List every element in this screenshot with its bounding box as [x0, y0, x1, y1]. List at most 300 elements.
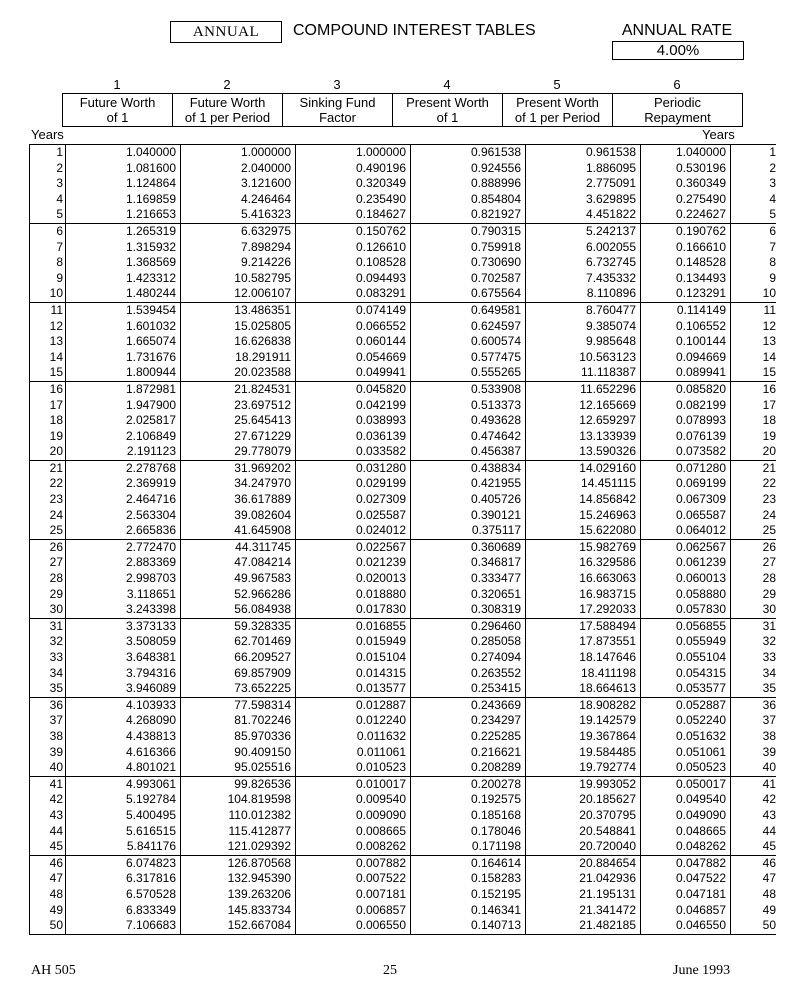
table-row [30, 555, 777, 571]
future-worth-cell: 3.508059 [66, 634, 181, 650]
table-row [30, 571, 777, 587]
future-worth-per-period-cell: 5.416323 [181, 207, 296, 223]
future-worth-per-period-cell: 1.000000 [181, 145, 296, 161]
year-cell-right: 27 [762, 555, 776, 570]
table-row [30, 255, 777, 271]
sinking-fund-cell: 0.066552 [296, 319, 411, 335]
table-row [30, 476, 777, 492]
table-row [30, 855, 777, 871]
future-worth-per-period-cell: 52.966286 [181, 587, 296, 603]
table-row [30, 286, 777, 302]
future-worth-per-period-cell: 2.040000 [181, 161, 296, 177]
year-cell-right: 42 [762, 792, 776, 807]
present-worth-per-period-cell: 19.142579 [526, 713, 641, 729]
year-cell: 15 [30, 365, 66, 381]
column-number-3: 3 [333, 77, 341, 92]
rate-value: 4.00% [612, 41, 744, 60]
sinking-fund-cell: 0.006857 [296, 903, 411, 919]
future-worth-per-period-cell: 10.582795 [181, 271, 296, 287]
year-cell-right: 26 [731, 539, 777, 555]
sinking-fund-cell: 0.017830 [296, 602, 411, 618]
table-row [30, 523, 777, 539]
sinking-fund-cell: 0.184627 [296, 207, 411, 223]
periodic-repayment-cell: 0.051632 [641, 729, 731, 745]
present-worth-per-period-cell: 12.659297 [526, 413, 641, 429]
year-cell: 31 [30, 618, 66, 634]
page-title: COMPOUND INTEREST TABLES [293, 22, 536, 39]
present-worth-cell: 0.333477 [411, 571, 526, 587]
year-cell-right: 3 [769, 176, 776, 191]
column-header-line2: of 1 [436, 110, 459, 125]
year-cell-right: 28 [762, 571, 776, 586]
sinking-fund-cell: 0.024012 [296, 523, 411, 539]
periodic-repayment-cell: 0.050523 [641, 760, 731, 776]
present-worth-per-period-cell: 18.411198 [526, 666, 641, 682]
year-cell: 42 [30, 792, 66, 808]
year-cell: 14 [30, 350, 66, 366]
sinking-fund-cell: 0.014315 [296, 666, 411, 682]
table-row [30, 618, 777, 634]
present-worth-per-period-cell: 7.435332 [526, 271, 641, 287]
periodic-repayment-cell: 0.055104 [641, 650, 731, 666]
future-worth-per-period-cell: 12.006107 [181, 286, 296, 302]
present-worth-cell: 0.600574 [411, 334, 526, 350]
interest-table [29, 144, 776, 935]
column-number-6: 6 [673, 77, 681, 92]
present-worth-per-period-cell: 20.548841 [526, 824, 641, 840]
future-worth-per-period-cell: 110.012382 [181, 808, 296, 824]
present-worth-cell: 0.296460 [411, 618, 526, 634]
sinking-fund-cell: 0.045820 [296, 381, 411, 397]
present-worth-cell: 0.421955 [411, 476, 526, 492]
periodic-repayment-cell: 0.053577 [641, 681, 731, 697]
periodic-repayment-cell: 0.123291 [641, 286, 731, 302]
present-worth-cell: 0.308319 [411, 602, 526, 618]
year-cell-right: 23 [762, 492, 776, 507]
periodic-repayment-cell: 0.050017 [641, 776, 731, 792]
future-worth-cell: 3.794316 [66, 666, 181, 682]
year-cell-right: 45 [762, 839, 776, 854]
year-cell-right: 2 [769, 160, 776, 175]
periodic-repayment-cell: 0.071280 [641, 460, 731, 476]
periodic-repayment-cell: 0.360349 [641, 176, 731, 192]
table-row [30, 808, 777, 824]
column-header-line1: Future Worth [79, 95, 156, 110]
year-cell: 37 [30, 713, 66, 729]
present-worth-cell: 0.456387 [411, 444, 526, 460]
year-cell-right: 16 [731, 381, 777, 397]
future-worth-cell: 1.872981 [66, 381, 181, 397]
future-worth-per-period-cell: 77.598314 [181, 697, 296, 713]
future-worth-per-period-cell: 95.025516 [181, 760, 296, 776]
present-worth-cell: 0.405726 [411, 492, 526, 508]
present-worth-per-period-cell: 17.588494 [526, 618, 641, 634]
future-worth-cell: 3.946089 [66, 681, 181, 697]
future-worth-cell: 1.731676 [66, 350, 181, 366]
future-worth-cell: 1.800944 [66, 365, 181, 381]
present-worth-per-period-cell: 5.242137 [526, 223, 641, 239]
future-worth-cell: 2.464716 [66, 492, 181, 508]
table-row [30, 587, 777, 603]
future-worth-per-period-cell: 69.857909 [181, 666, 296, 682]
future-worth-per-period-cell: 47.084214 [181, 555, 296, 571]
present-worth-per-period-cell: 17.292033 [526, 602, 641, 618]
year-cell-right: 5 [769, 207, 776, 222]
sinking-fund-cell: 0.038993 [296, 413, 411, 429]
present-worth-cell: 0.171198 [411, 839, 526, 855]
table-row [30, 760, 777, 776]
year-cell: 8 [30, 255, 66, 271]
year-cell-right: 25 [762, 523, 776, 538]
sinking-fund-cell: 1.000000 [296, 145, 411, 161]
future-worth-per-period-cell: 104.819598 [181, 792, 296, 808]
present-worth-cell: 0.790315 [411, 223, 526, 239]
present-worth-per-period-cell: 1.886095 [526, 161, 641, 177]
future-worth-per-period-cell: 132.945390 [181, 871, 296, 887]
present-worth-per-period-cell: 16.983715 [526, 587, 641, 603]
future-worth-cell: 1.040000 [66, 145, 181, 161]
year-cell-right: 40 [762, 760, 776, 775]
year-cell: 27 [30, 555, 66, 571]
year-cell-right: 31 [731, 618, 777, 634]
sinking-fund-cell: 0.016855 [296, 618, 411, 634]
year-cell: 1 [30, 145, 66, 161]
sinking-fund-cell: 0.320349 [296, 176, 411, 192]
year-cell: 50 [30, 918, 66, 934]
sinking-fund-cell: 0.060144 [296, 334, 411, 350]
present-worth-cell: 0.493628 [411, 413, 526, 429]
present-worth-cell: 0.178046 [411, 824, 526, 840]
periodic-repayment-cell: 0.054315 [641, 666, 731, 682]
sinking-fund-cell: 0.025587 [296, 508, 411, 524]
year-cell-right: 38 [762, 728, 776, 743]
future-worth-cell: 2.665836 [66, 523, 181, 539]
year-cell: 47 [30, 871, 66, 887]
future-worth-cell: 2.883369 [66, 555, 181, 571]
future-worth-cell: 3.118651 [66, 587, 181, 603]
future-worth-cell: 2.772470 [66, 539, 181, 555]
table-row [30, 871, 777, 887]
future-worth-cell: 5.841176 [66, 839, 181, 855]
present-worth-cell: 0.759918 [411, 240, 526, 256]
periodic-repayment-cell: 0.055949 [641, 634, 731, 650]
present-worth-per-period-cell: 11.118387 [526, 365, 641, 381]
future-worth-cell: 1.947900 [66, 398, 181, 414]
periodic-repayment-cell: 0.275490 [641, 192, 731, 208]
year-cell: 17 [30, 398, 66, 414]
year-cell-right: 36 [731, 697, 777, 713]
year-cell-right: 41 [731, 776, 777, 792]
future-worth-per-period-cell: 152.667084 [181, 918, 296, 934]
year-cell: 20 [30, 444, 66, 460]
year-cell-right: 1 [731, 145, 777, 161]
column-header-periodic-repayment [613, 94, 743, 127]
year-cell: 4 [30, 192, 66, 208]
periodic-repayment-cell: 0.046857 [641, 903, 731, 919]
sinking-fund-cell: 0.010017 [296, 776, 411, 792]
table-row [30, 492, 777, 508]
future-worth-cell: 4.993061 [66, 776, 181, 792]
year-cell-right: 9 [769, 270, 776, 285]
year-cell: 13 [30, 334, 66, 350]
future-worth-per-period-cell: 56.084938 [181, 602, 296, 618]
periodic-repayment-cell: 0.073582 [641, 444, 731, 460]
present-worth-per-period-cell: 19.367864 [526, 729, 641, 745]
present-worth-per-period-cell: 0.961538 [526, 145, 641, 161]
present-worth-cell: 0.390121 [411, 508, 526, 524]
year-cell-right: 10 [762, 286, 776, 301]
sinking-fund-cell: 0.150762 [296, 223, 411, 239]
present-worth-per-period-cell: 14.029160 [526, 460, 641, 476]
year-cell: 2 [30, 161, 66, 177]
future-worth-per-period-cell: 23.697512 [181, 398, 296, 414]
year-cell-right: 7 [769, 239, 776, 254]
future-worth-cell: 1.480244 [66, 286, 181, 302]
periodic-repayment-cell: 0.057830 [641, 602, 731, 618]
future-worth-per-period-cell: 18.291911 [181, 350, 296, 366]
present-worth-per-period-cell: 15.982769 [526, 539, 641, 555]
table-row [30, 271, 777, 287]
year-cell-right: 47 [762, 871, 776, 886]
year-cell: 35 [30, 681, 66, 697]
year-cell-right: 11 [731, 302, 777, 318]
present-worth-cell: 0.555265 [411, 365, 526, 381]
sinking-fund-cell: 0.054669 [296, 350, 411, 366]
table-row [30, 697, 777, 713]
table-row [30, 240, 777, 256]
present-worth-per-period-cell: 21.195131 [526, 887, 641, 903]
table-row [30, 745, 777, 761]
present-worth-per-period-cell: 16.663063 [526, 571, 641, 587]
future-worth-per-period-cell: 6.632975 [181, 223, 296, 239]
present-worth-cell: 0.821927 [411, 207, 526, 223]
future-worth-per-period-cell: 139.263206 [181, 887, 296, 903]
column-header-table [62, 93, 743, 127]
present-worth-per-period-cell: 18.147646 [526, 650, 641, 666]
periodic-repayment-cell: 0.069199 [641, 476, 731, 492]
table-row [30, 334, 777, 350]
present-worth-cell: 0.730690 [411, 255, 526, 271]
present-worth-per-period-cell: 14.856842 [526, 492, 641, 508]
year-cell: 9 [30, 271, 66, 287]
year-cell-right: 33 [762, 650, 776, 664]
column-header-line1: Future Worth [189, 95, 266, 110]
table-row [30, 792, 777, 808]
year-cell: 33 [30, 650, 66, 666]
year-cell-right: 39 [762, 744, 776, 759]
periodic-repayment-cell: 0.224627 [641, 207, 731, 223]
present-worth-cell: 0.208289 [411, 760, 526, 776]
present-worth-per-period-cell: 14.451115 [526, 476, 641, 492]
future-worth-per-period-cell: 90.409150 [181, 745, 296, 761]
table-row [30, 319, 777, 335]
present-worth-per-period-cell: 20.370795 [526, 808, 641, 824]
column-header-line2: Factor [319, 110, 356, 125]
year-cell: 11 [30, 302, 66, 318]
year-cell-right: 37 [762, 713, 776, 728]
sinking-fund-cell: 0.126610 [296, 240, 411, 256]
year-cell: 41 [30, 776, 66, 792]
footer-doc-id: AH 505 [31, 963, 76, 978]
column-number-5: 5 [553, 77, 561, 92]
future-worth-per-period-cell: 31.969202 [181, 460, 296, 476]
future-worth-per-period-cell: 36.617889 [181, 492, 296, 508]
sinking-fund-cell: 0.022567 [296, 539, 411, 555]
present-worth-cell: 0.192575 [411, 792, 526, 808]
periodic-repayment-cell: 0.082199 [641, 398, 731, 414]
future-worth-per-period-cell: 34.247970 [181, 476, 296, 492]
table-row [30, 508, 777, 524]
periodic-repayment-cell: 0.062567 [641, 539, 731, 555]
future-worth-per-period-cell: 121.029392 [181, 839, 296, 855]
present-worth-per-period-cell: 15.622080 [526, 523, 641, 539]
year-cell-right: 24 [762, 507, 776, 522]
sinking-fund-cell: 0.011061 [296, 745, 411, 761]
sinking-fund-cell: 0.036139 [296, 429, 411, 445]
year-cell: 44 [30, 824, 66, 840]
sinking-fund-cell: 0.108528 [296, 255, 411, 271]
sinking-fund-cell: 0.008665 [296, 824, 411, 840]
year-cell: 21 [30, 460, 66, 476]
future-worth-per-period-cell: 115.412877 [181, 824, 296, 840]
column-header-line1: Periodic [654, 95, 701, 110]
year-cell-right: 48 [762, 886, 776, 901]
future-worth-cell: 2.998703 [66, 571, 181, 587]
footer-date: June 1993 [673, 963, 731, 978]
present-worth-cell: 0.216621 [411, 745, 526, 761]
year-cell: 5 [30, 207, 66, 223]
year-cell: 48 [30, 887, 66, 903]
sinking-fund-cell: 0.235490 [296, 192, 411, 208]
sinking-fund-cell: 0.015104 [296, 650, 411, 666]
future-worth-per-period-cell: 145.833734 [181, 903, 296, 919]
present-worth-cell: 0.346817 [411, 555, 526, 571]
present-worth-cell: 0.961538 [411, 145, 526, 161]
present-worth-cell: 0.253415 [411, 681, 526, 697]
sinking-fund-cell: 0.027309 [296, 492, 411, 508]
table-row [30, 666, 777, 682]
future-worth-per-period-cell: 25.645413 [181, 413, 296, 429]
future-worth-cell: 2.369919 [66, 476, 181, 492]
year-cell-right: 21 [731, 460, 777, 476]
present-worth-cell: 0.320651 [411, 587, 526, 603]
periodic-repayment-cell: 0.530196 [641, 161, 731, 177]
year-cell: 45 [30, 839, 66, 855]
year-cell: 23 [30, 492, 66, 508]
column-header-sinking-fund [283, 94, 393, 127]
year-cell-right: 12 [762, 318, 776, 333]
future-worth-cell: 1.124864 [66, 176, 181, 192]
year-cell-right: 50 [731, 918, 777, 934]
year-cell-right: 49 [762, 902, 776, 917]
future-worth-cell: 2.025817 [66, 413, 181, 429]
future-worth-cell: 1.216653 [66, 207, 181, 223]
table-row [30, 381, 777, 397]
sinking-fund-cell: 0.042199 [296, 398, 411, 414]
future-worth-cell: 6.317816 [66, 871, 181, 887]
periodic-repayment-cell: 0.100144 [641, 334, 731, 350]
periodic-repayment-cell: 0.049540 [641, 792, 731, 808]
future-worth-per-period-cell: 126.870568 [181, 855, 296, 871]
present-worth-cell: 0.140713 [411, 918, 526, 934]
sinking-fund-cell: 0.033582 [296, 444, 411, 460]
present-worth-cell: 0.200278 [411, 776, 526, 792]
periodic-repayment-cell: 0.061239 [641, 555, 731, 571]
future-worth-cell: 1.601032 [66, 319, 181, 335]
future-worth-cell: 4.438813 [66, 729, 181, 745]
sinking-fund-cell: 0.010523 [296, 760, 411, 776]
table-row [30, 429, 777, 445]
present-worth-per-period-cell: 9.385074 [526, 319, 641, 335]
year-cell: 28 [30, 571, 66, 587]
future-worth-cell: 2.106849 [66, 429, 181, 445]
present-worth-cell: 0.234297 [411, 713, 526, 729]
year-cell-right: 30 [762, 602, 776, 617]
periodic-repayment-cell: 0.148528 [641, 255, 731, 271]
present-worth-cell: 0.243669 [411, 697, 526, 713]
future-worth-cell: 1.368569 [66, 255, 181, 271]
table-row [30, 713, 777, 729]
column-number-1: 1 [113, 77, 121, 92]
present-worth-cell: 0.360689 [411, 539, 526, 555]
present-worth-per-period-cell: 8.760477 [526, 302, 641, 318]
present-worth-per-period-cell: 18.908282 [526, 697, 641, 713]
future-worth-cell: 4.616366 [66, 745, 181, 761]
future-worth-per-period-cell: 21.824531 [181, 381, 296, 397]
present-worth-cell: 0.158283 [411, 871, 526, 887]
future-worth-per-period-cell: 7.898294 [181, 240, 296, 256]
sinking-fund-cell: 0.011632 [296, 729, 411, 745]
future-worth-per-period-cell: 4.246464 [181, 192, 296, 208]
present-worth-per-period-cell: 9.985648 [526, 334, 641, 350]
future-worth-per-period-cell: 44.311745 [181, 539, 296, 555]
future-worth-per-period-cell: 27.671229 [181, 429, 296, 445]
year-cell: 36 [30, 697, 66, 713]
present-worth-per-period-cell: 18.664613 [526, 681, 641, 697]
future-worth-cell: 1.265319 [66, 223, 181, 239]
future-worth-cell: 2.191123 [66, 444, 181, 460]
year-cell: 39 [30, 745, 66, 761]
present-worth-per-period-cell: 12.165669 [526, 398, 641, 414]
periodic-repayment-cell: 0.047522 [641, 871, 731, 887]
sinking-fund-cell: 0.006550 [296, 918, 411, 934]
present-worth-per-period-cell: 21.482185 [526, 918, 641, 934]
future-worth-cell: 5.192784 [66, 792, 181, 808]
future-worth-per-period-cell: 9.214226 [181, 255, 296, 271]
column-number-2: 2 [223, 77, 231, 92]
year-cell-right: 46 [731, 855, 777, 871]
sinking-fund-cell: 0.020013 [296, 571, 411, 587]
column-header-present-worth-per-period [503, 94, 613, 127]
table-row [30, 650, 777, 666]
years-label-left: Years [31, 127, 64, 142]
table-row [30, 602, 777, 618]
column-header-future-worth-per-period [173, 94, 283, 127]
present-worth-cell: 0.285058 [411, 634, 526, 650]
present-worth-per-period-cell: 4.451822 [526, 207, 641, 223]
year-cell-right: 34 [762, 665, 776, 680]
periodic-repayment-cell: 0.076139 [641, 429, 731, 445]
sinking-fund-cell: 0.094493 [296, 271, 411, 287]
periodic-repayment-cell: 0.056855 [641, 618, 731, 634]
periodic-repayment-cell: 0.089941 [641, 365, 731, 381]
column-header-line2: Repayment [644, 110, 711, 125]
table-row [30, 365, 777, 381]
present-worth-cell: 0.624597 [411, 319, 526, 335]
year-cell-right: 22 [762, 476, 776, 491]
table-row [30, 776, 777, 792]
present-worth-per-period-cell: 13.590326 [526, 444, 641, 460]
